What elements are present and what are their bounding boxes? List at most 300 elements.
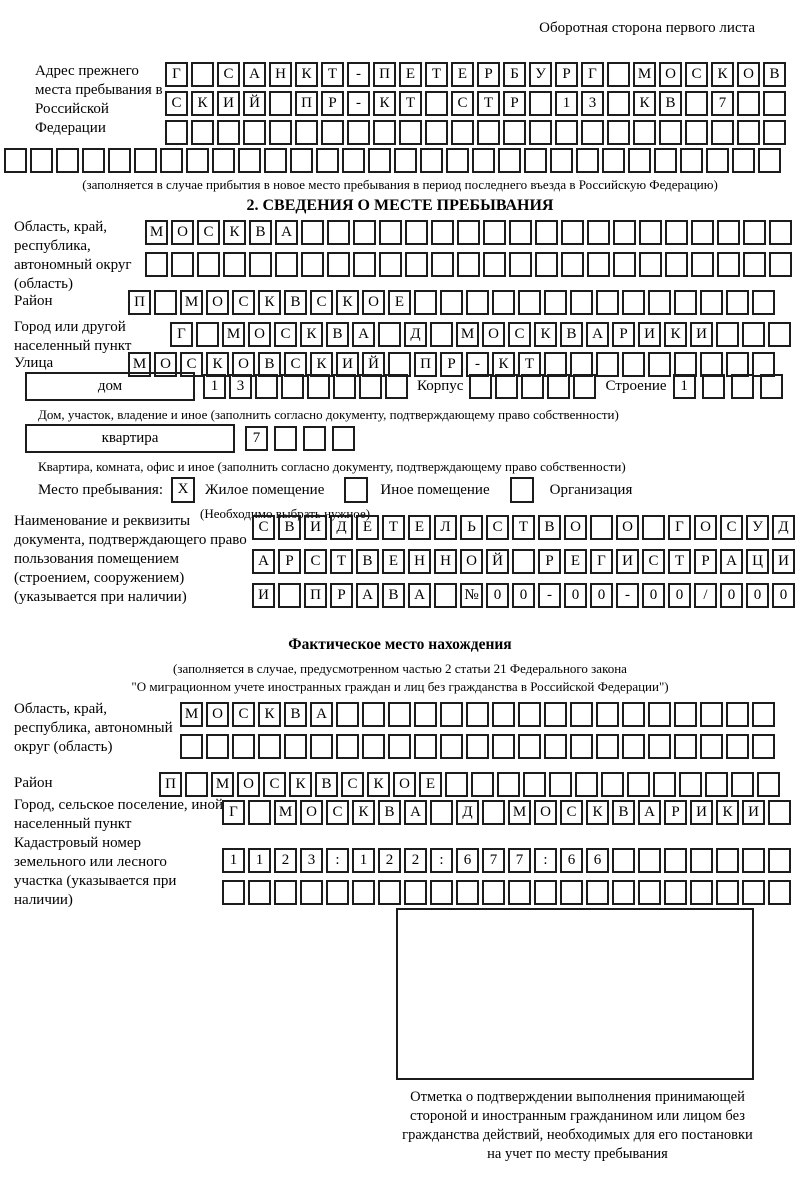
char-cell[interactable]: Р xyxy=(477,62,500,87)
char-cell[interactable]: П xyxy=(159,772,182,797)
char-cell[interactable] xyxy=(752,702,775,727)
char-cell[interactable]: А xyxy=(404,800,427,825)
char-cell[interactable]: 0 xyxy=(746,583,769,608)
char-cell[interactable] xyxy=(613,252,636,277)
house-field-box[interactable] xyxy=(25,372,195,401)
char-cell[interactable] xyxy=(680,148,703,173)
char-cell[interactable]: И xyxy=(690,322,713,347)
char-cell[interactable] xyxy=(4,148,27,173)
char-cell[interactable] xyxy=(664,848,687,873)
char-cell[interactable]: 0 xyxy=(564,583,587,608)
char-cell[interactable]: И xyxy=(304,515,327,540)
char-cell[interactable]: Д xyxy=(404,322,427,347)
char-cell[interactable]: К xyxy=(206,352,229,377)
char-cell[interactable] xyxy=(760,374,783,399)
char-cell[interactable]: 1 xyxy=(222,848,245,873)
char-cell[interactable] xyxy=(327,252,350,277)
char-cell[interactable] xyxy=(222,880,245,905)
char-cell[interactable]: Е xyxy=(451,62,474,87)
char-cell[interactable] xyxy=(431,252,454,277)
char-cell[interactable]: К xyxy=(373,91,396,116)
char-cell[interactable] xyxy=(550,148,573,173)
char-cell[interactable]: 0 xyxy=(772,583,795,608)
char-cell[interactable] xyxy=(639,220,662,245)
char-cell[interactable]: - xyxy=(616,583,639,608)
char-cell[interactable]: 6 xyxy=(456,848,479,873)
char-cell[interactable]: М xyxy=(456,322,479,347)
char-cell[interactable] xyxy=(466,734,489,759)
char-cell[interactable]: О xyxy=(737,62,760,87)
char-cell[interactable]: К xyxy=(295,62,318,87)
apartment-field-box[interactable] xyxy=(25,424,235,453)
char-cell[interactable]: 2 xyxy=(404,848,427,873)
char-cell[interactable]: : xyxy=(534,848,557,873)
char-cell[interactable]: Р xyxy=(503,91,526,116)
char-cell[interactable] xyxy=(336,702,359,727)
char-cell[interactable] xyxy=(310,734,333,759)
char-cell[interactable]: К xyxy=(633,91,656,116)
char-cell[interactable]: В xyxy=(278,515,301,540)
char-cell[interactable]: Г xyxy=(170,322,193,347)
char-cell[interactable]: Г xyxy=(222,800,245,825)
char-cell[interactable]: И xyxy=(616,549,639,574)
char-cell[interactable] xyxy=(274,426,297,451)
char-cell[interactable] xyxy=(726,290,749,315)
char-cell[interactable]: 3 xyxy=(300,848,323,873)
char-cell[interactable] xyxy=(196,322,219,347)
char-cell[interactable]: М xyxy=(180,290,203,315)
char-cell[interactable]: С xyxy=(560,800,583,825)
char-cell[interactable]: В xyxy=(284,290,307,315)
char-cell[interactable] xyxy=(171,252,194,277)
char-cell[interactable] xyxy=(498,148,521,173)
char-cell[interactable] xyxy=(638,848,661,873)
char-cell[interactable] xyxy=(512,549,535,574)
char-cell[interactable] xyxy=(425,91,448,116)
char-cell[interactable] xyxy=(763,120,786,145)
char-cell[interactable] xyxy=(405,252,428,277)
char-cell[interactable] xyxy=(223,252,246,277)
char-cell[interactable] xyxy=(456,880,479,905)
char-cell[interactable] xyxy=(269,120,292,145)
char-cell[interactable] xyxy=(394,148,417,173)
char-cell[interactable]: 0 xyxy=(512,583,535,608)
char-cell[interactable] xyxy=(431,220,454,245)
char-cell[interactable] xyxy=(622,702,645,727)
char-cell[interactable]: К xyxy=(492,352,515,377)
char-cell[interactable]: Т xyxy=(330,549,353,574)
char-cell[interactable] xyxy=(535,220,558,245)
char-cell[interactable] xyxy=(700,702,723,727)
char-cell[interactable] xyxy=(648,702,671,727)
char-cell[interactable]: С xyxy=(642,549,665,574)
char-cell[interactable] xyxy=(717,252,740,277)
char-cell[interactable] xyxy=(359,374,382,399)
char-cell[interactable]: С xyxy=(508,322,531,347)
char-cell[interactable]: 1 xyxy=(352,848,375,873)
char-cell[interactable] xyxy=(716,848,739,873)
char-cell[interactable]: Е xyxy=(382,549,405,574)
char-cell[interactable] xyxy=(711,120,734,145)
char-cell[interactable]: С xyxy=(197,220,220,245)
char-cell[interactable] xyxy=(596,290,619,315)
char-cell[interactable] xyxy=(353,220,376,245)
char-cell[interactable] xyxy=(523,772,546,797)
char-cell[interactable] xyxy=(560,880,583,905)
char-cell[interactable] xyxy=(627,772,650,797)
char-cell[interactable]: И xyxy=(217,91,240,116)
char-cell[interactable] xyxy=(482,800,505,825)
char-cell[interactable]: О xyxy=(694,515,717,540)
char-cell[interactable]: М xyxy=(128,352,151,377)
char-cell[interactable] xyxy=(628,148,651,173)
char-cell[interactable]: - xyxy=(538,583,561,608)
char-cell[interactable] xyxy=(495,374,518,399)
char-cell[interactable] xyxy=(301,220,324,245)
char-cell[interactable]: Е xyxy=(399,62,422,87)
char-cell[interactable]: 2 xyxy=(378,848,401,873)
char-cell[interactable]: Д xyxy=(456,800,479,825)
char-cell[interactable]: И xyxy=(772,549,795,574)
char-cell[interactable] xyxy=(469,374,492,399)
char-cell[interactable] xyxy=(716,322,739,347)
char-cell[interactable]: С xyxy=(326,800,349,825)
char-cell[interactable] xyxy=(275,252,298,277)
char-cell[interactable] xyxy=(274,880,297,905)
char-cell[interactable]: 6 xyxy=(586,848,609,873)
char-cell[interactable] xyxy=(612,848,635,873)
char-cell[interactable]: К xyxy=(191,91,214,116)
char-cell[interactable] xyxy=(638,880,661,905)
char-cell[interactable] xyxy=(197,252,220,277)
char-cell[interactable]: М xyxy=(508,800,531,825)
char-cell[interactable] xyxy=(607,91,630,116)
char-cell[interactable] xyxy=(587,252,610,277)
char-cell[interactable]: К xyxy=(711,62,734,87)
char-cell[interactable]: 7 xyxy=(245,426,268,451)
char-cell[interactable]: К xyxy=(258,702,281,727)
char-cell[interactable] xyxy=(445,772,468,797)
char-cell[interactable]: В xyxy=(249,220,272,245)
char-cell[interactable]: А xyxy=(408,583,431,608)
char-cell[interactable] xyxy=(653,772,676,797)
char-cell[interactable] xyxy=(716,880,739,905)
char-cell[interactable]: С xyxy=(451,91,474,116)
char-cell[interactable] xyxy=(570,734,593,759)
char-cell[interactable] xyxy=(352,880,375,905)
char-cell[interactable] xyxy=(405,220,428,245)
char-cell[interactable] xyxy=(154,290,177,315)
char-cell[interactable] xyxy=(674,734,697,759)
char-cell[interactable]: : xyxy=(430,848,453,873)
char-cell[interactable] xyxy=(379,252,402,277)
char-cell[interactable]: С xyxy=(180,352,203,377)
char-cell[interactable] xyxy=(596,734,619,759)
char-cell[interactable] xyxy=(702,374,725,399)
char-cell[interactable] xyxy=(368,148,391,173)
char-cell[interactable] xyxy=(303,426,326,451)
char-cell[interactable]: Т xyxy=(512,515,535,540)
char-cell[interactable]: С xyxy=(310,290,333,315)
char-cell[interactable] xyxy=(362,702,385,727)
char-cell[interactable] xyxy=(732,148,755,173)
char-cell[interactable] xyxy=(613,220,636,245)
char-cell[interactable]: Т xyxy=(399,91,422,116)
char-cell[interactable]: Й xyxy=(486,549,509,574)
char-cell[interactable] xyxy=(446,148,469,173)
char-cell[interactable]: Ь xyxy=(460,515,483,540)
char-cell[interactable]: К xyxy=(716,800,739,825)
char-cell[interactable] xyxy=(258,734,281,759)
char-cell[interactable]: С xyxy=(304,549,327,574)
char-cell[interactable] xyxy=(451,120,474,145)
char-cell[interactable]: К xyxy=(289,772,312,797)
char-cell[interactable] xyxy=(769,220,792,245)
char-cell[interactable]: В xyxy=(763,62,786,87)
char-cell[interactable] xyxy=(278,583,301,608)
char-cell[interactable]: В xyxy=(560,322,583,347)
char-cell[interactable] xyxy=(307,374,330,399)
char-cell[interactable] xyxy=(332,426,355,451)
char-cell[interactable] xyxy=(607,62,630,87)
char-cell[interactable]: 1 xyxy=(248,848,271,873)
char-cell[interactable] xyxy=(295,120,318,145)
char-cell[interactable] xyxy=(674,702,697,727)
char-cell[interactable]: У xyxy=(529,62,552,87)
char-cell[interactable] xyxy=(342,148,365,173)
char-cell[interactable]: О xyxy=(171,220,194,245)
char-cell[interactable] xyxy=(414,290,437,315)
char-cell[interactable]: 0 xyxy=(668,583,691,608)
char-cell[interactable] xyxy=(679,772,702,797)
char-cell[interactable] xyxy=(731,772,754,797)
char-cell[interactable]: 0 xyxy=(720,583,743,608)
char-cell[interactable]: О xyxy=(248,322,271,347)
char-cell[interactable]: 7 xyxy=(508,848,531,873)
char-cell[interactable]: О xyxy=(362,290,385,315)
char-cell[interactable]: Е xyxy=(388,290,411,315)
char-cell[interactable] xyxy=(425,120,448,145)
char-cell[interactable]: К xyxy=(664,322,687,347)
char-cell[interactable] xyxy=(281,374,304,399)
char-cell[interactable]: В xyxy=(382,583,405,608)
char-cell[interactable]: Р xyxy=(440,352,463,377)
char-cell[interactable] xyxy=(674,290,697,315)
char-cell[interactable] xyxy=(492,734,515,759)
char-cell[interactable] xyxy=(457,252,480,277)
char-cell[interactable]: О xyxy=(237,772,260,797)
char-cell[interactable] xyxy=(321,120,344,145)
char-cell[interactable]: 1 xyxy=(673,374,696,399)
char-cell[interactable] xyxy=(255,374,278,399)
char-cell[interactable]: Р xyxy=(664,800,687,825)
char-cell[interactable] xyxy=(483,220,506,245)
char-cell[interactable]: А xyxy=(356,583,379,608)
char-cell[interactable] xyxy=(573,374,596,399)
char-cell[interactable] xyxy=(529,120,552,145)
char-cell[interactable]: Т xyxy=(668,549,691,574)
char-cell[interactable]: П xyxy=(295,91,318,116)
char-cell[interactable] xyxy=(518,290,541,315)
char-cell[interactable] xyxy=(165,120,188,145)
char-cell[interactable] xyxy=(264,148,287,173)
char-cell[interactable] xyxy=(706,148,729,173)
char-cell[interactable] xyxy=(561,220,584,245)
char-cell[interactable] xyxy=(544,290,567,315)
char-cell[interactable]: А xyxy=(310,702,333,727)
char-cell[interactable] xyxy=(134,148,157,173)
char-cell[interactable]: О xyxy=(393,772,416,797)
char-cell[interactable]: Н xyxy=(269,62,292,87)
char-cell[interactable]: Т xyxy=(518,352,541,377)
char-cell[interactable] xyxy=(388,734,411,759)
char-cell[interactable]: С xyxy=(284,352,307,377)
char-cell[interactable] xyxy=(430,800,453,825)
char-cell[interactable]: Е xyxy=(356,515,379,540)
char-cell[interactable] xyxy=(700,734,723,759)
char-cell[interactable]: В xyxy=(612,800,635,825)
char-cell[interactable] xyxy=(521,374,544,399)
char-cell[interactable] xyxy=(378,880,401,905)
char-cell[interactable] xyxy=(300,880,323,905)
stay-type-checkbox-organization[interactable] xyxy=(510,477,534,503)
char-cell[interactable] xyxy=(659,120,682,145)
char-cell[interactable] xyxy=(555,120,578,145)
char-cell[interactable]: 0 xyxy=(642,583,665,608)
char-cell[interactable] xyxy=(622,290,645,315)
char-cell[interactable]: К xyxy=(300,322,323,347)
char-cell[interactable]: : xyxy=(326,848,349,873)
char-cell[interactable]: Ц xyxy=(746,549,769,574)
char-cell[interactable]: И xyxy=(742,800,765,825)
char-cell[interactable] xyxy=(590,515,613,540)
char-cell[interactable]: 3 xyxy=(229,374,252,399)
char-cell[interactable]: - xyxy=(347,91,370,116)
char-cell[interactable] xyxy=(518,734,541,759)
char-cell[interactable]: Т xyxy=(321,62,344,87)
char-cell[interactable]: О xyxy=(300,800,323,825)
char-cell[interactable] xyxy=(503,120,526,145)
char-cell[interactable] xyxy=(570,290,593,315)
char-cell[interactable]: 1 xyxy=(203,374,226,399)
char-cell[interactable] xyxy=(373,120,396,145)
char-cell[interactable]: - xyxy=(347,62,370,87)
char-cell[interactable]: Д xyxy=(330,515,353,540)
char-cell[interactable] xyxy=(414,734,437,759)
char-cell[interactable]: К xyxy=(223,220,246,245)
char-cell[interactable] xyxy=(768,848,791,873)
char-cell[interactable] xyxy=(587,220,610,245)
char-cell[interactable] xyxy=(731,374,754,399)
char-cell[interactable] xyxy=(212,148,235,173)
char-cell[interactable]: А xyxy=(638,800,661,825)
char-cell[interactable]: О xyxy=(482,322,505,347)
stay-type-checkbox-other-premises[interactable] xyxy=(344,477,368,503)
char-cell[interactable]: М xyxy=(274,800,297,825)
char-cell[interactable]: С xyxy=(232,702,255,727)
char-cell[interactable]: О xyxy=(616,515,639,540)
char-cell[interactable] xyxy=(430,880,453,905)
char-cell[interactable] xyxy=(547,374,570,399)
char-cell[interactable] xyxy=(518,702,541,727)
char-cell[interactable]: В xyxy=(356,549,379,574)
char-cell[interactable] xyxy=(430,322,453,347)
char-cell[interactable] xyxy=(269,91,292,116)
char-cell[interactable] xyxy=(378,322,401,347)
char-cell[interactable] xyxy=(420,148,443,173)
char-cell[interactable] xyxy=(248,880,271,905)
char-cell[interactable] xyxy=(316,148,339,173)
char-cell[interactable] xyxy=(654,148,677,173)
char-cell[interactable] xyxy=(742,322,765,347)
char-cell[interactable] xyxy=(508,880,531,905)
char-cell[interactable]: С xyxy=(486,515,509,540)
char-cell[interactable]: К xyxy=(586,800,609,825)
char-cell[interactable]: 0 xyxy=(590,583,613,608)
char-cell[interactable] xyxy=(633,120,656,145)
char-cell[interactable]: М xyxy=(633,62,656,87)
char-cell[interactable]: О xyxy=(206,290,229,315)
char-cell[interactable]: / xyxy=(694,583,717,608)
char-cell[interactable]: О xyxy=(564,515,587,540)
char-cell[interactable] xyxy=(726,702,749,727)
char-cell[interactable] xyxy=(742,848,765,873)
char-cell[interactable]: И xyxy=(252,583,275,608)
char-cell[interactable]: К xyxy=(336,290,359,315)
char-cell[interactable] xyxy=(535,252,558,277)
char-cell[interactable] xyxy=(570,702,593,727)
char-cell[interactable] xyxy=(160,148,183,173)
char-cell[interactable] xyxy=(700,290,723,315)
char-cell[interactable]: О xyxy=(206,702,229,727)
char-cell[interactable] xyxy=(691,220,714,245)
char-cell[interactable]: А xyxy=(243,62,266,87)
char-cell[interactable] xyxy=(575,772,598,797)
char-cell[interactable]: С xyxy=(217,62,240,87)
char-cell[interactable] xyxy=(737,91,760,116)
char-cell[interactable]: Е xyxy=(564,549,587,574)
char-cell[interactable] xyxy=(509,252,532,277)
char-cell[interactable] xyxy=(648,734,671,759)
char-cell[interactable] xyxy=(327,220,350,245)
char-cell[interactable] xyxy=(30,148,53,173)
char-cell[interactable] xyxy=(665,220,688,245)
char-cell[interactable]: П xyxy=(414,352,437,377)
char-cell[interactable] xyxy=(768,322,791,347)
char-cell[interactable] xyxy=(752,290,775,315)
char-cell[interactable]: 2 xyxy=(274,848,297,873)
char-cell[interactable]: К xyxy=(534,322,557,347)
char-cell[interactable] xyxy=(758,148,781,173)
char-cell[interactable] xyxy=(326,880,349,905)
char-cell[interactable] xyxy=(596,702,619,727)
char-cell[interactable] xyxy=(362,734,385,759)
char-cell[interactable] xyxy=(622,734,645,759)
char-cell[interactable] xyxy=(691,252,714,277)
char-cell[interactable] xyxy=(690,880,713,905)
char-cell[interactable] xyxy=(472,148,495,173)
char-cell[interactable] xyxy=(581,120,604,145)
char-cell[interactable] xyxy=(665,252,688,277)
char-cell[interactable] xyxy=(639,252,662,277)
char-cell[interactable] xyxy=(705,772,728,797)
char-cell[interactable]: П xyxy=(373,62,396,87)
char-cell[interactable]: В xyxy=(326,322,349,347)
char-cell[interactable]: 6 xyxy=(560,848,583,873)
char-cell[interactable] xyxy=(726,734,749,759)
char-cell[interactable]: Г xyxy=(165,62,188,87)
char-cell[interactable] xyxy=(336,734,359,759)
